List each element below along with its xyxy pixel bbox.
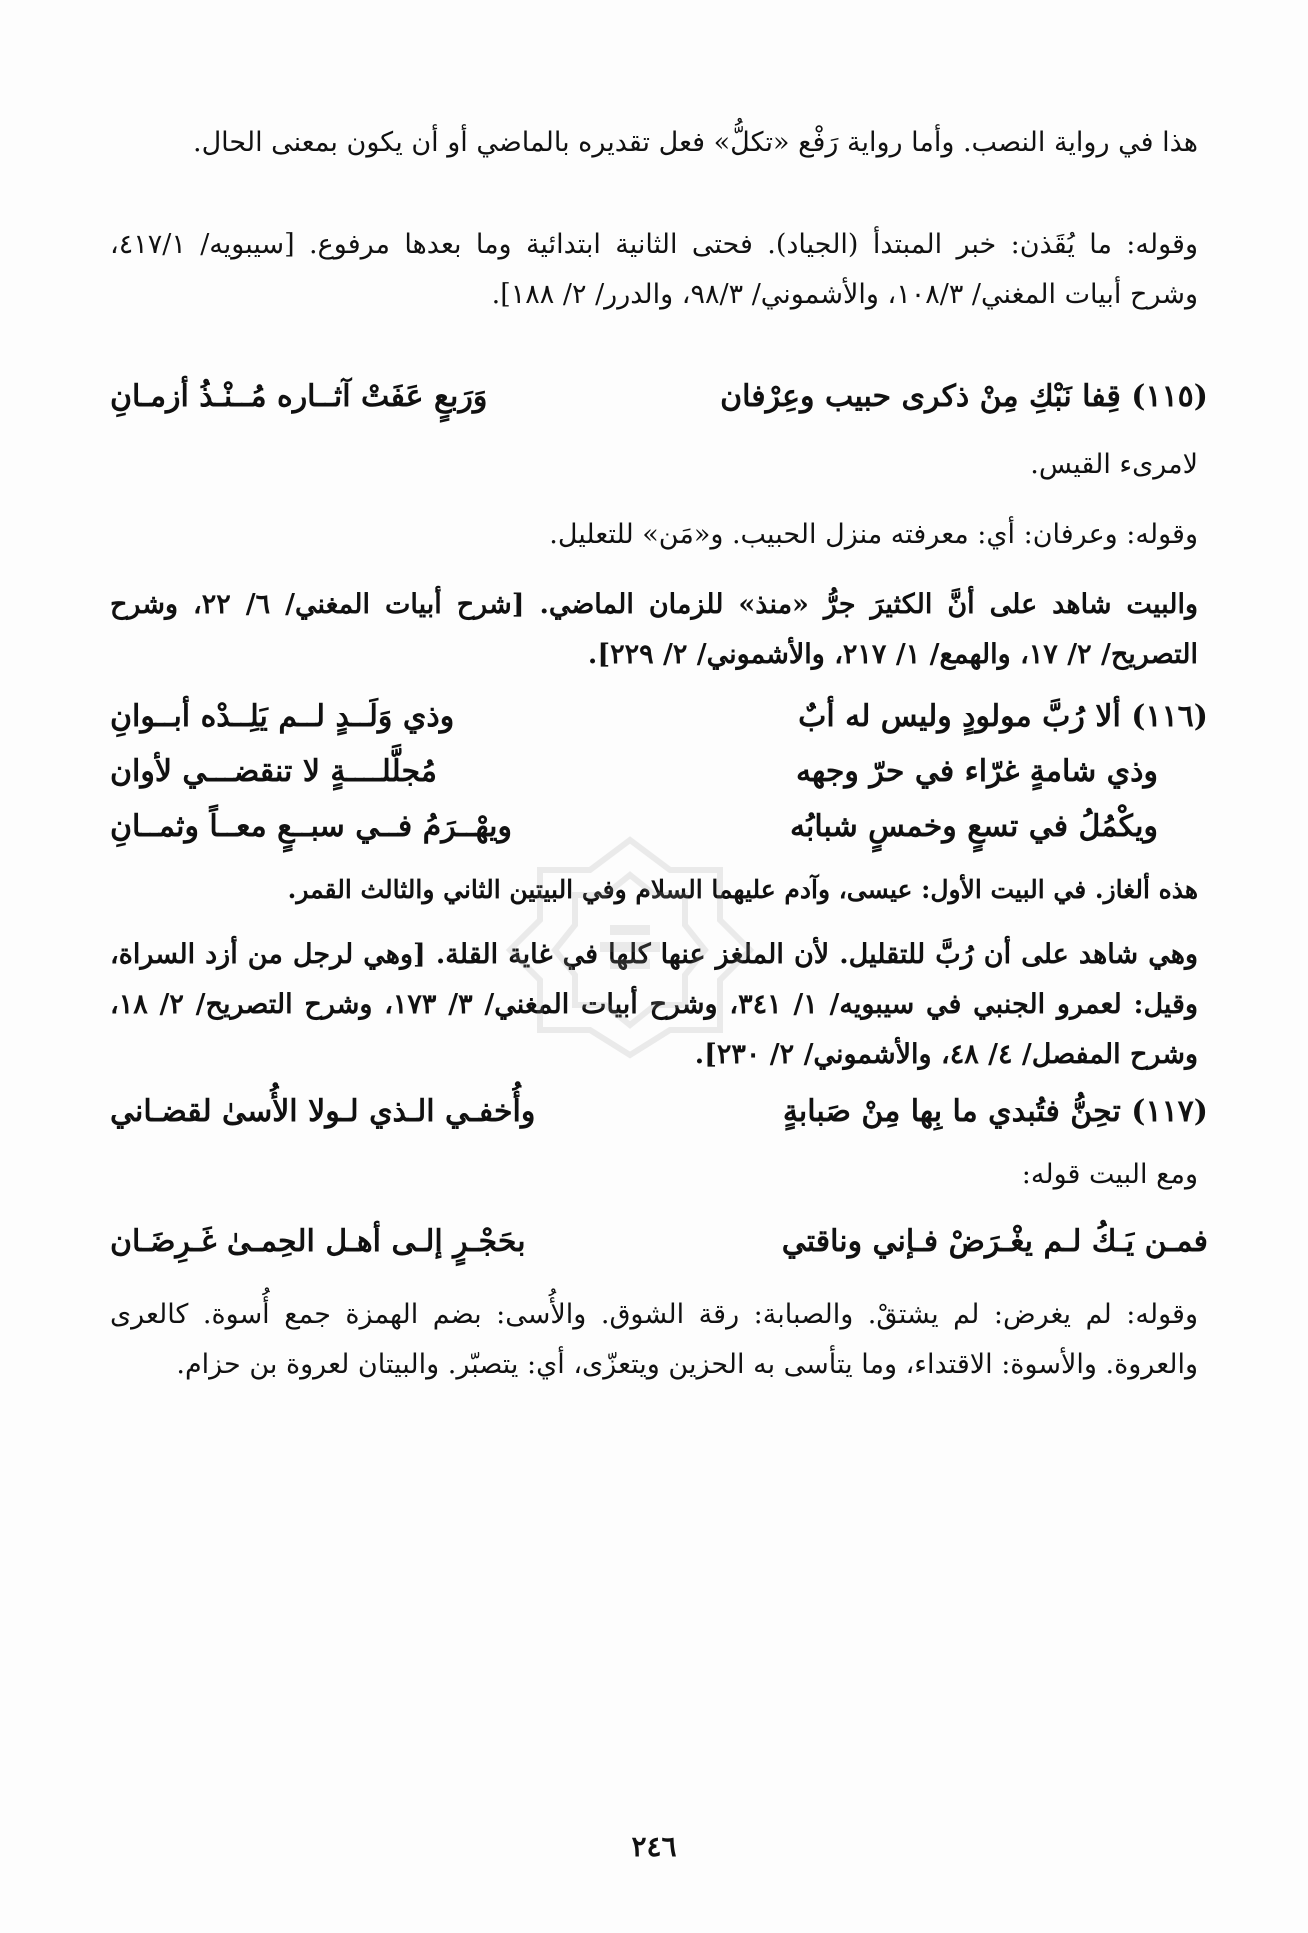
verse-116-line-1-second: وذي وَلَــدٍ لــم يَلِــدْه أبــوانِ <box>110 698 455 734</box>
paragraph-6: هذه ألغاز. في البيت الأول: عيسى، وآدم عليهما السلام وفي البيتين الثاني والثالث القمر. <box>287 875 1198 904</box>
paragraph-9: وقوله: لم يغرض: لم يشتقْ. والصبابة: رقة الشوق. والأُسى: بضم الهمزة جمع أُسوة. كالعرى والعروة. والأسوة: الاقتداء، وما يتأسى به الحزين ويتعزّى، أي: يتصبّر. والبيتان لعروة بن حزام. <box>110 1299 1198 1380</box>
verse-116-line-1 <box>110 690 1208 742</box>
paragraph-1: هذا في رواية النصب. وأما رواية رَفْع «تكلُّ» فعل تقديره بالماضي أو أن يكون بمعنى الحال. <box>192 127 1198 158</box>
paragraph-attribution: لامرىء القيس. <box>1030 449 1198 480</box>
paragraph-5: والبيت شاهد على أنَّ الكثيرَ جرُّ «منذ» للزمان الماضي. [شرح أبيات المغني/ ٦/ ٢٢، وشرح التصريح/ ٢/ ١٧، والهمع/ ١/ ٢١٧، والأشموني/ ٢/ ٢٢٩]. <box>110 589 1199 670</box>
verse-117 <box>110 1085 1208 1137</box>
verse-116-line-2-first: وذي شامةٍ غرّاء في حرّ وجهه <box>795 753 1158 789</box>
page-number: ٢٤٦ <box>631 1830 677 1863</box>
verse-116-line-2 <box>110 745 1158 797</box>
verse-116-line-3 <box>110 800 1158 852</box>
paragraph-7: وهي شاهد على أن رُبَّ للتقليل. لأن الملغز عنها كلها في غاية القلة. [وهي لرجل من أزد السراة، وقيل: لعمرو الجنبي في سيبويه/ ١/ ٣٤١، وشرح أبيات المغني/ ٣/ ١٧٣، وشرح التصريح/ ٢/ ١٨، وشرح المفصل/ ٤/ ٤٨، والأشموني/ ٢/ ٢٣٠]. <box>110 939 1198 1070</box>
paragraph-2: وقوله: ما يُقَذن: خبر المبتدأ (الجياد). فحتى الثانية ابتدائية وما بعدها مرفوع. [سيبويه/ ٤١٧/١، وشرح أبيات المغني/ ١٠٨/٣، والأشموني/ ٩٨/٣، والدرر/ ٢/ ١٨٨]. <box>110 229 1198 310</box>
verse-116-line-3-second: ويهْــرَمُ فــي سبــعٍ معــاً وثمــانِ <box>110 808 512 844</box>
verse-117-second-hemistich: وأُخفـي الـذي لـولا الأُسىٰ لقضـاني <box>110 1093 536 1129</box>
paragraph-8: ومع البيت قوله: <box>1021 1159 1198 1190</box>
paragraph-4: وقوله: وعرفان: أي: معرفته منزل الحبيب. و«مَن» للتعليل. <box>549 519 1198 550</box>
verse-115-first-hemistich: (١١٥) قِفا نَبْكِ مِنْ ذكرى حبيب وعِرْفان <box>720 378 1208 414</box>
verse-116-line-1-first: (١١٦) ألا رُبَّ مولودٍ وليس له أبٌ <box>798 698 1208 734</box>
verse-117-companion-first: فمـن يَـكُ لـم يغْـرَضْ فـإني وناقتي <box>781 1223 1208 1259</box>
verse-115-second-hemistich: وَرَبعٍ عَفَتْ آثــاره مُــنْـذُ أزمـانِ <box>110 378 488 414</box>
verse-117-first-hemistich: (١١٧) تحِنُّ فتُبدي ما بِها مِنْ صَبابةٍ <box>782 1093 1208 1129</box>
verse-117-companion-second: بحَجْـرٍ إلـى أهـل الحِمـىٰ غَـرِضَـان <box>110 1223 526 1259</box>
verse-115 <box>110 370 1208 422</box>
verse-116-line-3-first: ويكْمُلُ في تسعٍ وخمسٍ شبابُه <box>789 808 1158 844</box>
verse-116-line-2-second: مُجلَّلــــةٍ لا تنقضـــي لأوان <box>110 753 437 789</box>
verse-117-companion <box>110 1215 1208 1267</box>
